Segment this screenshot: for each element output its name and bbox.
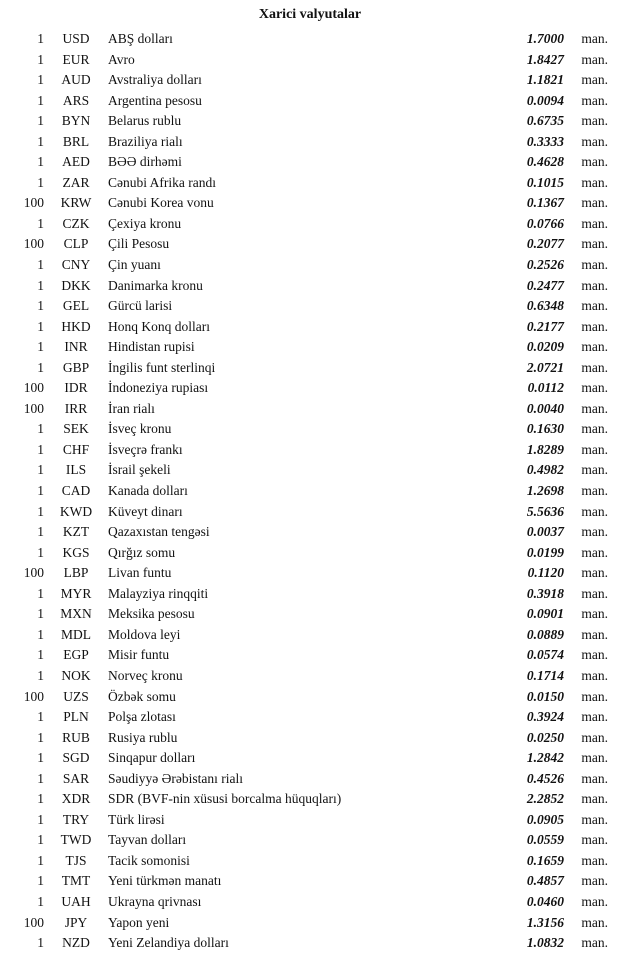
- currency-name-cell: Honq Konq dolları: [108, 318, 210, 334]
- table-row: [10, 481, 610, 502]
- currency-name-cell: ABŞ dolları: [108, 31, 173, 46]
- unit-cell: man.: [581, 914, 608, 930]
- currency-code-cell: LBP: [63, 565, 89, 581]
- quantity-cell: 1: [37, 298, 44, 314]
- rate-cell: 0.4628: [526, 154, 564, 170]
- quantity-cell: 1: [37, 92, 44, 108]
- rate-cell: 1.8289: [526, 441, 564, 457]
- rate-cell: 1.0832: [526, 935, 564, 951]
- currency-code-cell: TMT: [61, 873, 91, 889]
- rate-cell: 0.1714: [526, 667, 564, 683]
- unit-cell: man.: [581, 51, 608, 67]
- currency-code-cell: CNY: [61, 257, 91, 273]
- currency-code-cell: SGD: [62, 750, 90, 766]
- quantity-cell: 1: [37, 524, 44, 540]
- quantity-cell: 1: [37, 483, 44, 499]
- quantity-cell: 1: [37, 873, 44, 889]
- currency-code-cell: PLN: [63, 709, 89, 725]
- unit-cell: man.: [581, 195, 608, 211]
- quantity-cell: 1: [37, 832, 44, 848]
- currency-name-cell: Malayziya rinqqiti: [108, 585, 209, 601]
- quantity-cell: 1: [37, 585, 44, 601]
- rate-cell: 0.6735: [526, 113, 564, 129]
- table-row: [10, 70, 610, 91]
- currency-name-cell: Türk lirəsi: [108, 811, 165, 827]
- rate-cell: 0.1367: [526, 195, 564, 211]
- currency-name-cell: Meksika pesosu: [108, 606, 195, 622]
- quantity-cell: 1: [37, 893, 44, 909]
- currency-name-cell: Braziliya rialı: [108, 133, 183, 149]
- unit-cell: man.: [581, 750, 608, 766]
- currency-code-cell: HKD: [61, 318, 91, 334]
- quantity-cell: 100: [23, 195, 44, 211]
- quantity-cell: 1: [37, 606, 44, 622]
- rate-cell: 0.1120: [527, 565, 564, 581]
- currency-name-cell: Yeni Zelandiya dolları: [108, 935, 229, 951]
- currency-name-cell: İran rialı: [108, 400, 155, 416]
- table-row: [10, 789, 610, 810]
- currency-code-cell: USD: [62, 31, 90, 46]
- unit-cell: man.: [581, 935, 608, 951]
- currency-code-cell: TRY: [62, 811, 90, 827]
- currency-name-cell: İsveçrə frankı: [108, 441, 183, 457]
- table-row: [10, 50, 610, 71]
- currency-code-cell: RUB: [62, 729, 90, 745]
- currency-code-cell: UAH: [61, 893, 91, 909]
- table-row: [10, 687, 610, 708]
- currency-code-cell: BYN: [61, 113, 91, 129]
- currency-code-cell: EGP: [63, 647, 89, 663]
- rate-cell: 0.0112: [527, 380, 564, 396]
- unit-cell: man.: [581, 873, 608, 889]
- currency-code-cell: SAR: [62, 770, 90, 786]
- currency-name-cell: Ukrayna qrivnası: [108, 893, 202, 909]
- rate-cell: 0.1659: [526, 852, 564, 868]
- rate-cell: 0.4526: [526, 770, 564, 786]
- currency-code-cell: KZT: [62, 524, 90, 540]
- unit-cell: man.: [581, 893, 608, 909]
- quantity-cell: 1: [37, 441, 44, 457]
- rate-cell: 0.0460: [526, 893, 564, 909]
- quantity-cell: 1: [37, 51, 44, 67]
- unit-cell: man.: [581, 791, 608, 807]
- currency-name-cell: BƏƏ dirhəmi: [108, 154, 182, 170]
- unit-cell: man.: [581, 606, 608, 622]
- currency-name-cell: İsrail şekeli: [108, 462, 171, 478]
- currency-code-cell: KWD: [59, 503, 93, 519]
- table-row: [10, 111, 610, 132]
- unit-cell: man.: [581, 236, 608, 252]
- table-row: [10, 317, 610, 338]
- unit-cell: man.: [581, 626, 608, 642]
- rate-cell: 0.1630: [526, 421, 564, 437]
- unit-cell: man.: [581, 380, 608, 396]
- unit-cell: man.: [581, 72, 608, 88]
- table-row: [10, 666, 610, 687]
- currency-name-cell: Küveyt dinarı: [108, 503, 183, 519]
- quantity-cell: 1: [37, 770, 44, 786]
- currency-code-cell: BRL: [62, 133, 90, 149]
- rate-cell: 0.1015: [526, 174, 564, 190]
- rate-cell: 1.3156: [526, 914, 564, 930]
- quantity-cell: 1: [37, 791, 44, 807]
- rate-cell: 0.4982: [526, 462, 564, 478]
- quantity-cell: 100: [23, 688, 44, 704]
- unit-cell: man.: [581, 339, 608, 355]
- quantity-cell: 1: [37, 339, 44, 355]
- unit-cell: man.: [581, 215, 608, 231]
- currency-code-cell: AUD: [61, 72, 91, 88]
- currency-name-cell: SDR (BVF-nin xüsusi borcalma hüquqları): [108, 791, 342, 807]
- table-row: [10, 892, 610, 913]
- unit-cell: man.: [581, 154, 608, 170]
- currency-name-cell: Çin yuanı: [108, 257, 161, 273]
- table-row: [10, 830, 610, 851]
- table-row: [10, 296, 610, 317]
- currency-name-cell: Livan funtu: [108, 565, 172, 581]
- currency-name-cell: Qırğız somu: [108, 544, 176, 560]
- currency-name-cell: Avro: [108, 51, 135, 67]
- rate-cell: 2.2852: [526, 791, 564, 807]
- rate-cell: 0.0199: [526, 544, 564, 560]
- currency-code-cell: MXN: [60, 606, 92, 622]
- quantity-cell: 1: [37, 133, 44, 149]
- rate-cell: 0.0094: [526, 92, 564, 108]
- rate-cell: 1.2842: [526, 750, 564, 766]
- currency-code-cell: IDR: [64, 380, 88, 396]
- table-row: [10, 91, 610, 112]
- rate-cell: 0.6348: [526, 298, 564, 314]
- currency-code-cell: EUR: [62, 51, 90, 67]
- unit-cell: man.: [581, 688, 608, 704]
- quantity-cell: 1: [37, 647, 44, 663]
- unit-cell: man.: [581, 729, 608, 745]
- table-row: [10, 337, 610, 358]
- quantity-cell: 1: [37, 750, 44, 766]
- quantity-cell: 1: [37, 626, 44, 642]
- unit-cell: man.: [581, 298, 608, 314]
- rate-cell: 0.2477: [526, 277, 564, 293]
- table-row: [10, 29, 610, 50]
- unit-cell: man.: [581, 174, 608, 190]
- quantity-cell: 1: [37, 154, 44, 170]
- unit-cell: man.: [581, 92, 608, 108]
- table-row: [10, 728, 610, 749]
- unit-cell: man.: [581, 483, 608, 499]
- unit-cell: man.: [581, 503, 608, 519]
- unit-cell: man.: [581, 133, 608, 149]
- currency-name-cell: Moldova leyi: [108, 626, 181, 642]
- rate-cell: 0.2177: [526, 318, 564, 334]
- currency-code-cell: AED: [62, 154, 90, 170]
- quantity-cell: 1: [37, 503, 44, 519]
- table-row: [10, 563, 610, 584]
- rate-cell: 0.3333: [526, 133, 564, 149]
- rate-cell: 0.0250: [526, 729, 564, 745]
- table-row: [10, 358, 610, 379]
- currency-code-cell: TJS: [65, 852, 87, 868]
- rate-cell: 1.1821: [526, 72, 564, 88]
- table-row: [10, 193, 610, 214]
- exchange-rates-table: [10, 29, 610, 954]
- unit-cell: man.: [581, 667, 608, 683]
- quantity-cell: 1: [37, 729, 44, 745]
- quantity-cell: 1: [37, 421, 44, 437]
- unit-cell: man.: [581, 544, 608, 560]
- currency-code-cell: DKK: [61, 277, 91, 293]
- rate-cell: 1.8427: [526, 51, 564, 67]
- table-row: [10, 173, 610, 194]
- currency-code-cell: IRR: [64, 400, 88, 416]
- unit-cell: man.: [581, 811, 608, 827]
- currency-code-cell: ZAR: [62, 174, 90, 190]
- table-row: [10, 913, 610, 934]
- currency-name-cell: Yapon yeni: [108, 914, 170, 930]
- unit-cell: man.: [581, 400, 608, 416]
- rate-cell: 0.0037: [526, 524, 564, 540]
- table-row: [10, 584, 610, 605]
- currency-name-cell: Çili Pesosu: [108, 236, 170, 252]
- quantity-cell: 1: [37, 257, 44, 273]
- quantity-cell: 1: [37, 462, 44, 478]
- table-row: [10, 399, 610, 420]
- currency-name-cell: Danimarka kronu: [108, 277, 203, 293]
- quantity-cell: 1: [37, 811, 44, 827]
- unit-cell: man.: [581, 832, 608, 848]
- currency-name-cell: Hindistan rupisi: [108, 339, 195, 355]
- quantity-cell: 1: [37, 277, 44, 293]
- rate-cell: 0.0209: [526, 339, 564, 355]
- currency-name-cell: Tacik somonisi: [108, 852, 190, 868]
- table-row: [10, 933, 610, 954]
- quantity-cell: 1: [37, 709, 44, 725]
- unit-cell: man.: [581, 585, 608, 601]
- table-row: [10, 152, 610, 173]
- quantity-cell: 1: [37, 318, 44, 334]
- currency-name-cell: Yeni türkmən manatı: [108, 873, 222, 889]
- currency-name-cell: Argentina pesosu: [108, 92, 202, 108]
- currency-code-cell: CLP: [63, 236, 89, 252]
- table-row: [10, 604, 610, 625]
- rate-cell: 0.0574: [526, 647, 564, 663]
- rate-cell: 0.3918: [526, 585, 564, 601]
- unit-cell: man.: [581, 31, 608, 46]
- quantity-cell: 1: [37, 544, 44, 560]
- table-row: [10, 460, 610, 481]
- currency-code-cell: MYR: [60, 585, 92, 601]
- currency-name-cell: Çexiya kronu: [108, 215, 182, 231]
- unit-cell: man.: [581, 359, 608, 375]
- currency-name-cell: İsveç kronu: [108, 421, 172, 437]
- table-row: [10, 255, 610, 276]
- rate-cell: 0.0559: [526, 832, 564, 848]
- unit-cell: man.: [581, 852, 608, 868]
- rate-cell: 0.0905: [526, 811, 564, 827]
- unit-cell: man.: [581, 318, 608, 334]
- currency-name-cell: Avstraliya dolları: [108, 72, 202, 88]
- currency-code-cell: INR: [64, 339, 88, 355]
- unit-cell: man.: [581, 647, 608, 663]
- quantity-cell: 100: [23, 400, 44, 416]
- currency-code-cell: SEK: [63, 421, 89, 437]
- quantity-cell: 100: [23, 565, 44, 581]
- unit-cell: man.: [581, 421, 608, 437]
- table-row: [10, 419, 610, 440]
- unit-cell: man.: [581, 770, 608, 786]
- unit-cell: man.: [581, 257, 608, 273]
- rate-cell: 0.0889: [526, 626, 564, 642]
- quantity-cell: 1: [37, 935, 44, 951]
- table-row: [10, 645, 610, 666]
- currency-name-cell: Misir funtu: [108, 647, 170, 663]
- unit-cell: man.: [581, 277, 608, 293]
- currency-code-cell: KRW: [60, 195, 92, 211]
- table-row: [10, 810, 610, 831]
- quantity-cell: 100: [23, 236, 44, 252]
- table-row: [10, 871, 610, 892]
- quantity-cell: 1: [37, 113, 44, 129]
- table-row: [10, 543, 610, 564]
- currency-name-cell: Tayvan dolları: [108, 832, 187, 848]
- currency-name-cell: Cənubi Korea vonu: [108, 195, 214, 211]
- currency-name-cell: Belarus rublu: [108, 113, 182, 129]
- currency-code-cell: UZS: [63, 688, 89, 704]
- quantity-cell: 1: [37, 359, 44, 375]
- table-row: [10, 234, 610, 255]
- page-title: Xarici valyutalar: [258, 7, 362, 22]
- currency-code-cell: GEL: [62, 298, 90, 314]
- currency-name-cell: İndoneziya rupiası: [108, 380, 209, 396]
- currency-code-cell: TWD: [60, 832, 92, 848]
- table-row: [10, 707, 610, 728]
- currency-name-cell: Özbək somu: [108, 688, 176, 704]
- currency-code-cell: ILS: [65, 462, 87, 478]
- table-row: [10, 276, 610, 297]
- table-row: [10, 132, 610, 153]
- rate-cell: 0.3924: [526, 709, 564, 725]
- currency-code-cell: MDL: [61, 626, 91, 642]
- quantity-cell: 1: [37, 215, 44, 231]
- currency-name-cell: Qazaxıstan tengəsi: [108, 524, 210, 540]
- table-row: [10, 851, 610, 872]
- table-row: [10, 502, 610, 523]
- currency-code-cell: CHF: [62, 441, 90, 457]
- rate-cell: 0.4857: [526, 873, 564, 889]
- currency-code-cell: GBP: [62, 359, 90, 375]
- unit-cell: man.: [581, 113, 608, 129]
- rate-cell: 0.0150: [526, 688, 564, 704]
- table-row: [10, 440, 610, 461]
- currency-code-cell: CAD: [61, 483, 91, 499]
- currency-name-cell: İngilis funt sterlinqi: [108, 359, 216, 375]
- table-row: [10, 522, 610, 543]
- currency-code-cell: NZD: [62, 935, 90, 951]
- currency-code-cell: ARS: [62, 92, 90, 108]
- currency-code-cell: KGS: [62, 544, 90, 560]
- currency-name-cell: Polşa zlotası: [108, 709, 176, 725]
- table-row: [10, 748, 610, 769]
- quantity-cell: 1: [37, 72, 44, 88]
- rate-cell: 0.0040: [526, 400, 564, 416]
- rate-cell: 0.2526: [526, 257, 564, 273]
- currency-name-cell: Gürcü larisi: [108, 298, 173, 314]
- unit-cell: man.: [581, 462, 608, 478]
- rate-cell: 2.0721: [526, 359, 564, 375]
- table-row: [10, 625, 610, 646]
- quantity-cell: 100: [23, 380, 44, 396]
- quantity-cell: 1: [37, 31, 44, 46]
- unit-cell: man.: [581, 524, 608, 540]
- currency-name-cell: Sinqapur dolları: [108, 750, 196, 766]
- table-row: [10, 769, 610, 790]
- currency-code-cell: NOK: [61, 667, 91, 683]
- rate-cell: 5.5636: [526, 503, 564, 519]
- table-row: [10, 214, 610, 235]
- unit-cell: man.: [581, 441, 608, 457]
- currency-name-cell: Cənubi Afrika randı: [108, 174, 216, 190]
- currency-name-cell: Kanada dolları: [108, 483, 188, 499]
- rate-cell: 1.7000: [526, 31, 564, 46]
- rate-cell: 0.0766: [526, 215, 564, 231]
- table-row: [10, 378, 610, 399]
- currency-code-cell: JPY: [64, 914, 88, 930]
- quantity-cell: 1: [37, 667, 44, 683]
- rate-cell: 0.2077: [526, 236, 564, 252]
- currency-code-cell: XDR: [61, 791, 91, 807]
- currency-name-cell: Norveç kronu: [108, 667, 183, 683]
- rate-cell: 1.2698: [526, 483, 564, 499]
- rate-cell: 0.0901: [526, 606, 564, 622]
- currency-name-cell: Səudiyyə Ərəbistanı rialı: [108, 770, 243, 786]
- quantity-cell: 100: [23, 914, 44, 930]
- unit-cell: man.: [581, 709, 608, 725]
- currency-name-cell: Rusiya rublu: [108, 729, 178, 745]
- currency-code-cell: CZK: [62, 215, 90, 231]
- quantity-cell: 1: [37, 174, 44, 190]
- quantity-cell: 1: [37, 852, 44, 868]
- unit-cell: man.: [581, 565, 608, 581]
